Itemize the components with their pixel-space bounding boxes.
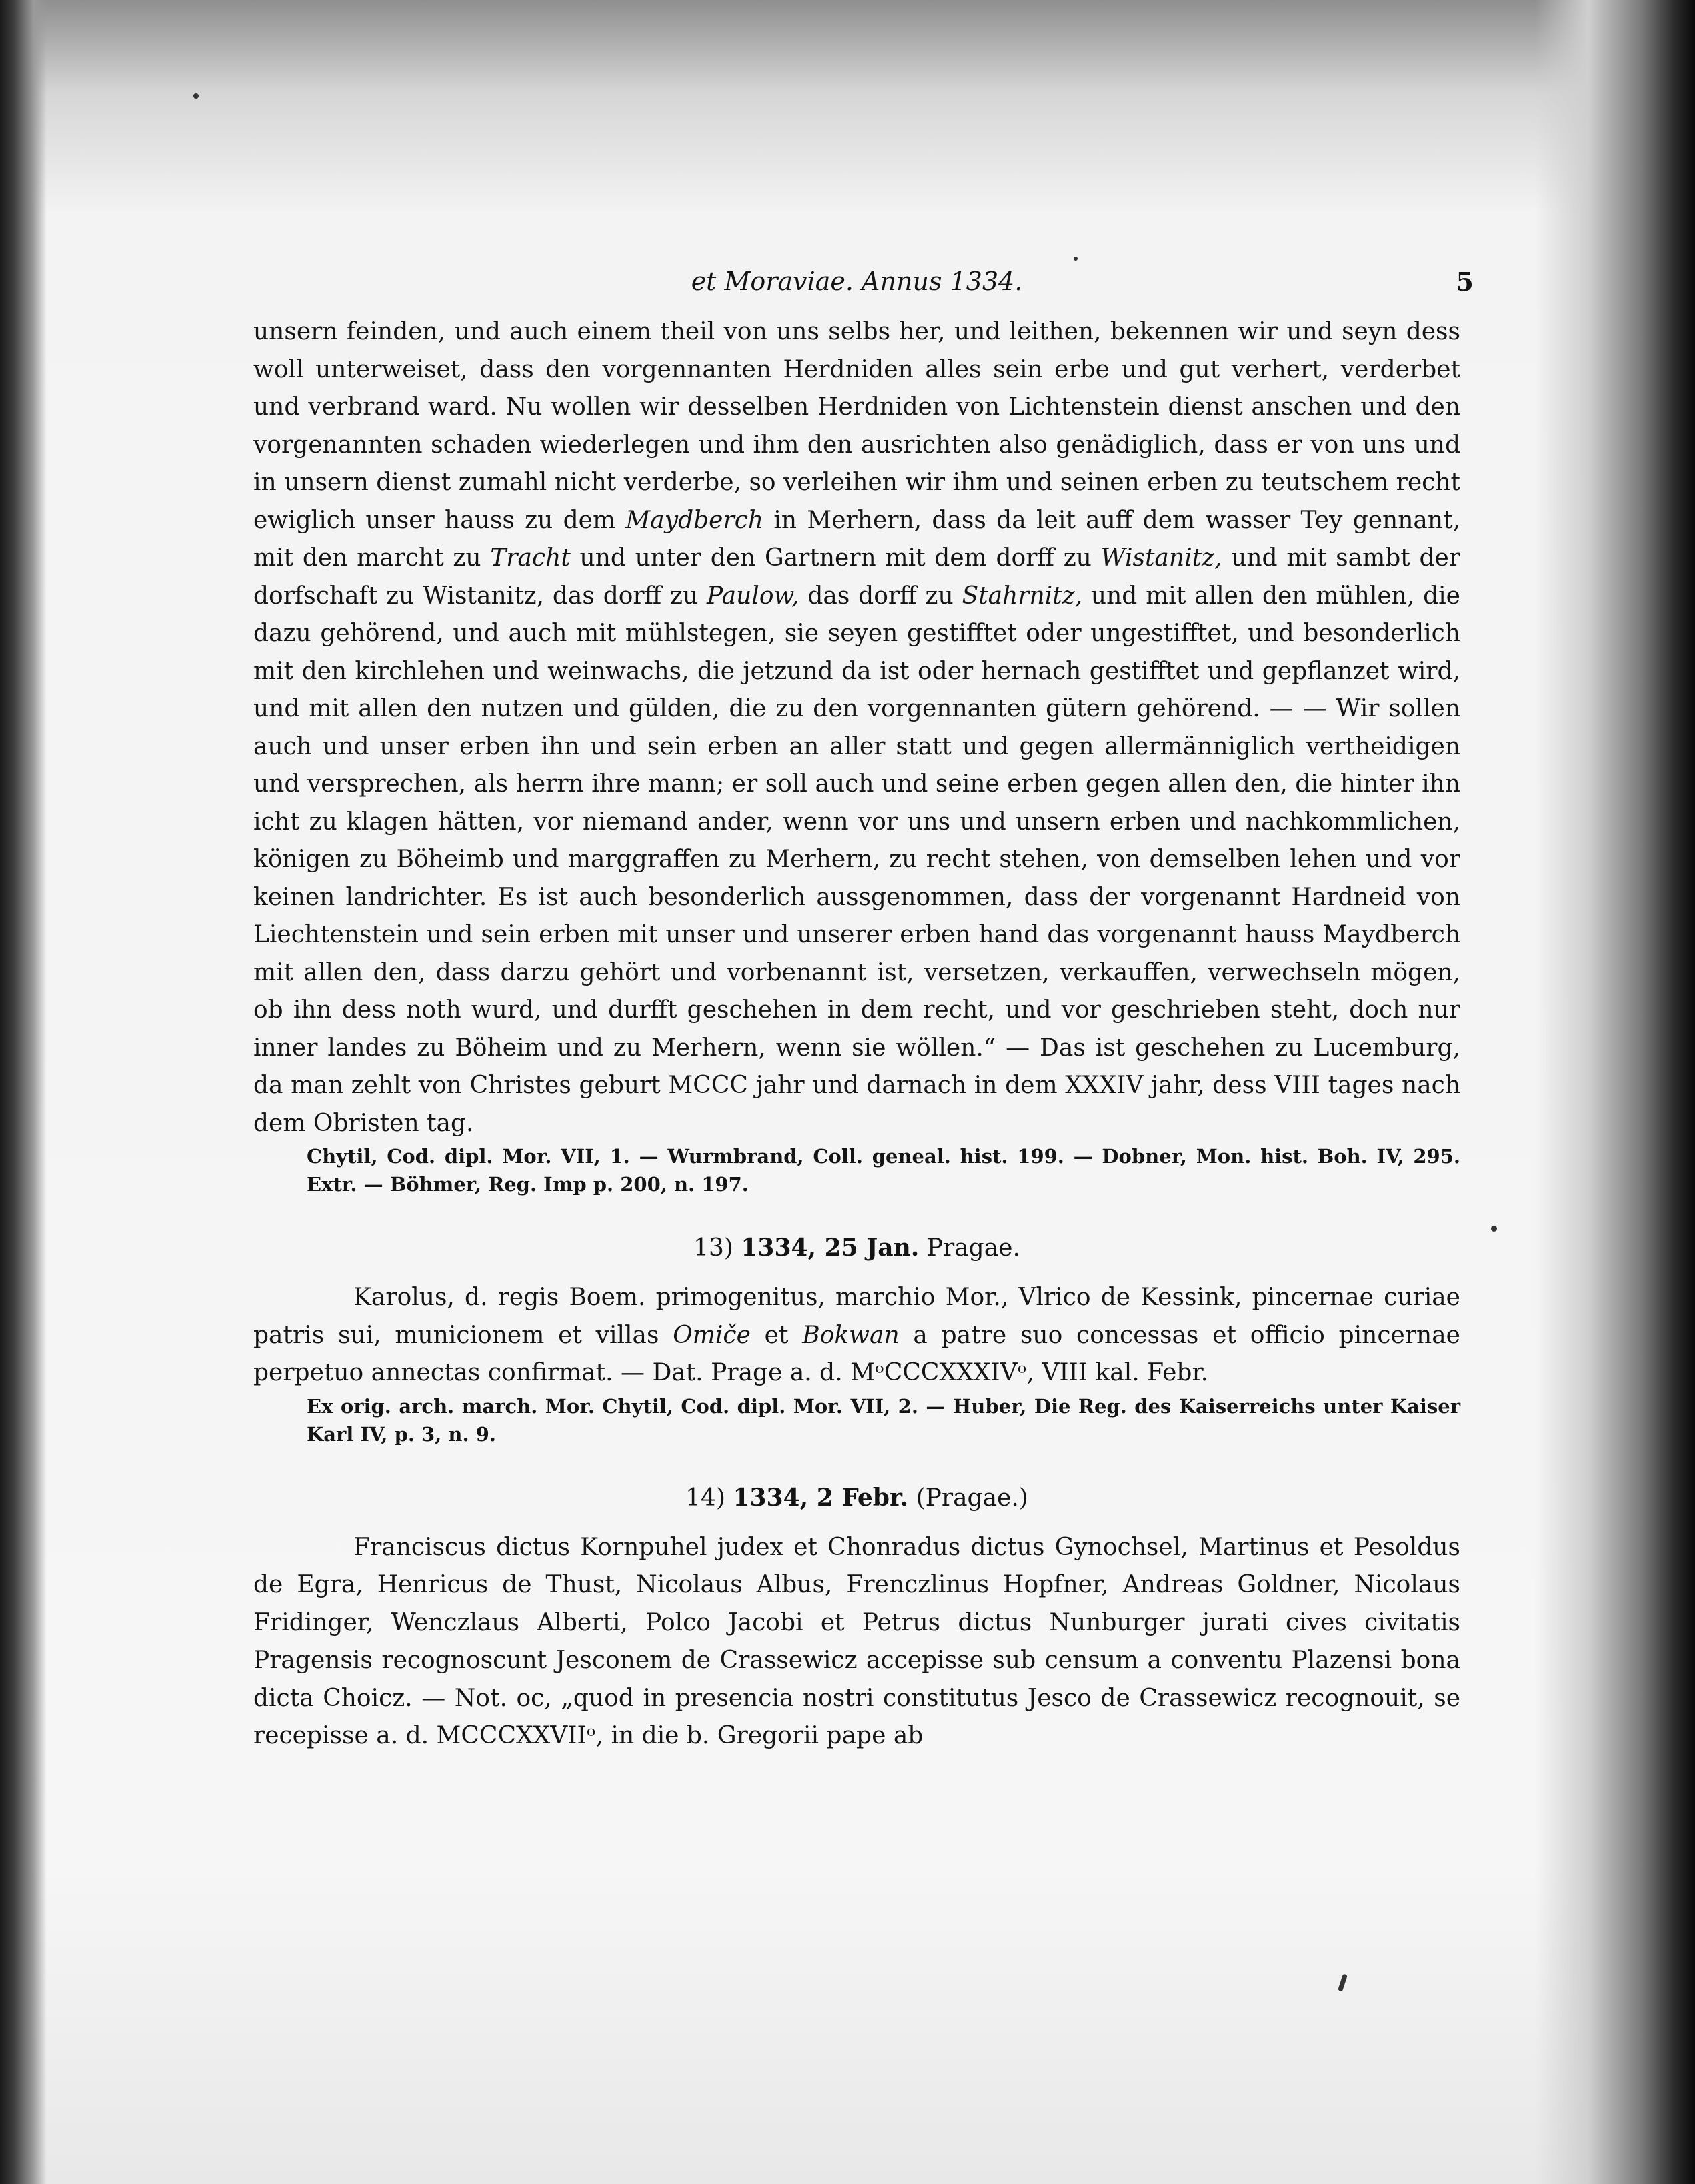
ink-mark bbox=[1338, 1974, 1348, 1992]
ink-speck bbox=[1074, 257, 1078, 261]
place-name: Wistanitz, bbox=[1100, 544, 1222, 572]
doc13-text-b: et bbox=[750, 1321, 803, 1349]
text-block bbox=[253, 267, 1474, 1755]
place-name: Paulow, bbox=[707, 582, 799, 610]
doc13-text-c: a patre suo concessas et officio pincernae perpetuo annectas confirmat. — Dat. Prage a. d. MᵒCCCXXXIVᵒ, VIII kal. Febr. bbox=[253, 1321, 1460, 1386]
doc13-place: Pragae. bbox=[919, 1234, 1020, 1262]
doc14-place: (Pragae.) bbox=[908, 1484, 1028, 1512]
place-name: Tracht bbox=[490, 544, 571, 572]
place-name: Stahrnitz, bbox=[962, 582, 1083, 610]
page-number: 5 bbox=[1456, 267, 1474, 297]
doc13-number: 13) bbox=[693, 1234, 741, 1262]
doc14-date: 1334, 2 Febr. bbox=[733, 1483, 909, 1512]
document-12-text bbox=[253, 313, 1460, 1142]
document-13-text bbox=[253, 1279, 1460, 1392]
doc12-text-a: unsern feinden, und auch einem theil von uns selbs her, und leithen, bekennen wir und seyn dess woll unterweiset, dass den vorgennanten Herdniden alles sein erbe und gut verhert, verderbet und verbrand ward. Nu wollen wir desselben Herdniden von Lichtenstein dienst anschen und den vorgenannten schaden wiederlegen und ihm den ausrichten also genädiglich, dass er von uns und in unsern dienst zumahl nicht verderbe, so verleihen wir ihm und seinen erben zu teutschem recht ewiglich unser hauss zu dem bbox=[253, 318, 1460, 534]
doc14-number: 14) bbox=[685, 1484, 733, 1512]
running-head-title: et Moraviae. Annus 1334. bbox=[691, 267, 1023, 296]
page-edge-shadow-left bbox=[0, 0, 47, 2184]
document-12-source-note: Chytil, Cod. dipl. Mor. VII, 1. — Wurmbrand, Coll. geneal. hist. 199. — Dobner, Mon. hist. Boh. IV, 295. Extr. — Böhmer, Reg. Imp p. 200, n. 197. bbox=[307, 1145, 1460, 1196]
document-13-source-note: Ex orig. arch. march. Mor. Chytil, Cod. dipl. Mor. VII, 2. — Huber, Die Reg. des Kaiserreichs unter Kaiser Karl IV, p. 3, n. 9. bbox=[307, 1394, 1460, 1446]
place-name: Bokwan bbox=[802, 1321, 900, 1349]
page-edge-shadow-right bbox=[1535, 0, 1695, 2184]
doc12-text-c: und unter den Gartnern mit dem dorff zu bbox=[570, 544, 1101, 572]
ink-speck bbox=[1491, 1226, 1497, 1232]
document-13-heading bbox=[253, 1229, 1460, 1267]
document-14-text: Franciscus dictus Kornpuhel judex et Chonradus dictus Gynochsel, Martinus et Pesoldus de Egra, Henricus de Thust, Nicolaus Albus, Frenczlinus Hopfner, Andreas Goldner, Nicolaus Fridinger, Wenczlaus Alberti, Polco Jacobi et Petrus dictus Nunburger jurati cives civitatis Pragensis recognoscunt Jesconem de Crassewicz accepisse sub censum a conventu Plazensi bona dicta Choicz. — Not. oc, „quod in presencia nostri constitutus Jesco de Crassewicz recognouit, se recepisse a. d. MCCCXXVIIᵒ, in die b. Gregorii pape ab bbox=[253, 1533, 1460, 1749]
running-head bbox=[253, 267, 1474, 313]
ink-speck bbox=[193, 93, 199, 99]
document-14-heading bbox=[253, 1479, 1460, 1517]
doc12-text-f: und mit allen den mühlen, die dazu gehörend, und auch mit mühlstegen, sie seyen gestifftet oder ungestifftet, und besonderlich mit den kirchlehen und weinwachs, die jetzund da ist oder hernach gestifftet und gepflanzet wird, und mit allen den nutzen und gülden, die zu den vorgennanten gütern gehörend. — — Wir sollen auch und unser erben ihn und sein erben an aller statt und gegen allermänniglich vertheidigen und versprechen, als herrn ihre mann; er soll auch und seine erben gegen allen den, die hinter ihn icht zu klagen hätten, vor niemand ander, wenn vor uns und unsern erben und nachkommlichen, königen zu Böheimb und marggraffen zu Merhern, zu recht stehen, von demselben lehen und vor keinen landrichter. Es ist auch besonderlich aussgenommen, dass der vorgenannt Hardneid von Liechtenstein und sein erben mit unser und unserer erben hand das vorgenannt hauss Maydberch mit allen den, dass darzu gehört und vorbenannt ist, versetzen, verkauffen, verwechseln mögen, ob ihn dess noth wurd, und durfft geschehen in dem recht, und vor geschrieben steht, doch nur inner landes zu Böheim und zu Merhern, wenn sie wöllen.“ — Das ist geschehen zu Lucemburg, da man zehlt von Christes geburt MCCC jahr und darnach in dem XXXIV jahr, dess VIII tages nach dem Obristen tag. bbox=[253, 582, 1460, 1137]
doc12-text-b: in Merhern, dass da leit auff dem wasser Tey gennant, mit den marcht zu bbox=[253, 506, 1460, 572]
doc12-text-d: und mit sambt der dorfschaft zu Wistanitz, das dorff zu bbox=[253, 544, 1461, 610]
doc13-date: 1334, 25 Jan. bbox=[741, 1234, 920, 1262]
doc13-text-a: Karolus, d. regis Boem. primogenitus, marchio Mor., Vlrico de Kessink, pincernae curiae patris sui, municionem et villas bbox=[253, 1284, 1460, 1349]
place-name: Omiče bbox=[673, 1321, 751, 1349]
place-name: Maydberch bbox=[625, 506, 764, 534]
doc12-text-e: das dorff zu bbox=[799, 582, 962, 610]
